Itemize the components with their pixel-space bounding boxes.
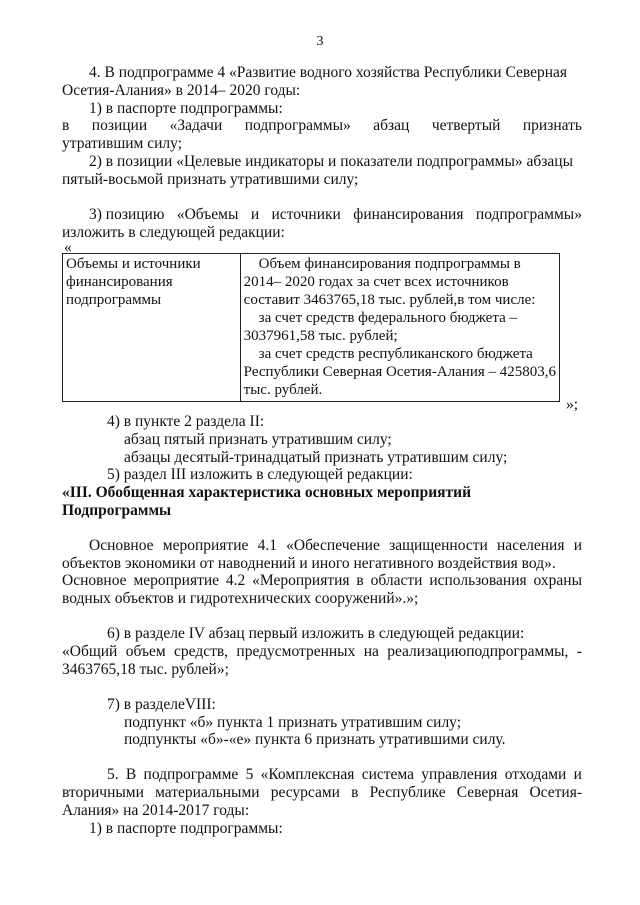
word: защищенности (389, 537, 488, 554)
word: «Задачи (169, 117, 223, 134)
table-cell-label (63, 254, 241, 402)
paragraph-4-line-2: Осетия-Алания» в 2014– 2020 годы: (62, 82, 301, 99)
word: материальными (155, 784, 260, 801)
item-7-sub-1: подпункт «б» пункта 1 признать утратившим силу; (124, 714, 462, 731)
word: на (363, 643, 379, 660)
item-3-line-2: изложить в следующей редакции: (62, 224, 285, 241)
cell-text: Республики Северная Осетия-Алания – 425803,6 (243, 364, 556, 380)
paragraph-4-line-1: 4. В подпрограмме 4 «Развитие водного хозяйства Республики Северная (89, 64, 568, 81)
word: отходами (504, 766, 567, 783)
item-1-passport: 1) в паспорте подпрограммы: (89, 100, 283, 117)
word: в (351, 784, 359, 801)
cell-text: тыс. рублей. (243, 382, 323, 398)
word: - (576, 643, 582, 660)
word: источники (271, 206, 341, 223)
table-cell-value (240, 254, 559, 402)
word: подпрограмме (143, 766, 239, 783)
word: В (125, 766, 137, 783)
close-quote: »; (566, 396, 579, 413)
word: позиции (91, 117, 148, 134)
word: объем (125, 643, 166, 660)
cell-text: составит 3463765,18 тыс. рублей,в том числе: (243, 292, 536, 308)
item-3-line-1 (89, 206, 582, 224)
word: четвертый (431, 117, 501, 134)
word: мероприятие (133, 572, 220, 589)
word: в (62, 117, 70, 134)
item-4-sub-1: абзац пятый признать утратившим силу; (124, 431, 392, 448)
passport-table (62, 253, 560, 402)
item-6-line-3: 3463765,18 тыс. рублей»; (62, 661, 229, 678)
page-number: 3 (316, 34, 324, 49)
section-heading-line-1: «III. Обобщенная характеристика основных мероприятий (62, 484, 472, 501)
item-5: 5) раздел III изложить в следующей редакции: (107, 466, 413, 483)
item-1-tasks-cont: утратившим силу; (62, 135, 183, 152)
word: признать (522, 117, 582, 134)
item-2-line-2: пятый-восьмой признать утратившими силу; (62, 171, 359, 188)
paragraph-5-line-2 (62, 784, 582, 802)
word: охраны (533, 572, 582, 589)
item-7-sub-2: подпункты «б»-«е» пункта 6 признать утратившими силу. (124, 731, 506, 748)
word: абзац (373, 117, 410, 134)
word: Основное (62, 572, 127, 589)
item-6-line-1: 6) в разделе IV абзац первый изложить в следующей редакции: (107, 625, 525, 642)
word: Северная (456, 784, 519, 801)
cell-text: за счет средств республиканского бюджета (258, 346, 533, 362)
word: Осетия- (529, 784, 582, 801)
word: 5. (107, 766, 119, 783)
word: реализациюподпрограммы, (387, 643, 569, 660)
item-2-line-1: 2) в позиции «Целевые индикаторы и показатели подпрограммы» абзацы (89, 153, 573, 170)
word: Республике (369, 784, 446, 801)
table-row (63, 254, 560, 402)
cell-text: за счет средств федерального бюджета – (258, 310, 517, 326)
word: в (356, 572, 364, 589)
measure-4-1-line-1 (89, 537, 582, 555)
cell-text: 3037961,58 тыс. рублей; (243, 328, 398, 344)
item-7: 7) в разделеVIII: (107, 696, 216, 713)
cell-text: Объем финансирования подпрограммы в (258, 256, 521, 272)
item-4: 4) в пункте 2 раздела II: (107, 413, 265, 430)
word: система (361, 766, 415, 783)
word: вторичными (62, 784, 144, 801)
section-heading-line-2: Подпрограммы (62, 502, 172, 519)
word: «Объемы (176, 206, 239, 223)
word: подпрограммы» (475, 206, 582, 223)
measure-4-2-line-1 (62, 572, 582, 590)
word: Основное (89, 537, 154, 554)
word: «Комплексная (260, 766, 355, 783)
cell-text: подпрограммы (66, 292, 162, 308)
word: средств, (174, 643, 229, 660)
word: и (573, 537, 582, 554)
word: предусмотренных (236, 643, 356, 660)
item-4-sub-2: абзацы десятый-тринадцатый признать утратившим силу; (124, 449, 508, 466)
word: области (370, 572, 423, 589)
word: 3) позицию (89, 206, 165, 223)
word: финансирования (353, 206, 464, 223)
paragraph-5-line-1 (107, 766, 582, 784)
open-quote: « (64, 239, 72, 256)
measure-4-1-line-2: объектов экономики от наводнений и иного негативного воздействия вод». (62, 555, 556, 572)
word: «Обеспечение (286, 537, 380, 554)
word: «Общий (62, 643, 118, 660)
word: и (250, 206, 260, 223)
word: населения (497, 537, 565, 554)
word: «Мероприятия (252, 572, 350, 589)
item-1-tasks-line (62, 117, 582, 135)
word: управления (421, 766, 498, 783)
cell-text: финансирования (66, 274, 173, 290)
cell-text: 2014– 2020 годах за счет всех источников (243, 274, 509, 290)
word: использования (429, 572, 527, 589)
measure-4-2-line-2: водных объектов и гидротехнических сооружений».»; (62, 590, 419, 607)
word: мероприятие (162, 537, 249, 554)
word: 4.2 (225, 572, 246, 589)
word: подпрограммы» (244, 117, 351, 134)
item-6-line-2 (62, 643, 582, 661)
cell-text: Объемы и источники (66, 256, 201, 272)
paragraph-5-item-1: 1) в паспорте подпрограммы: (89, 820, 283, 837)
word: ресурсами (270, 784, 340, 801)
word: и (573, 766, 582, 783)
word: 4.1 (257, 537, 277, 554)
word: 5 (245, 766, 254, 783)
paragraph-5-line-3: Алания» на 2014-2017 годы: (62, 802, 250, 819)
